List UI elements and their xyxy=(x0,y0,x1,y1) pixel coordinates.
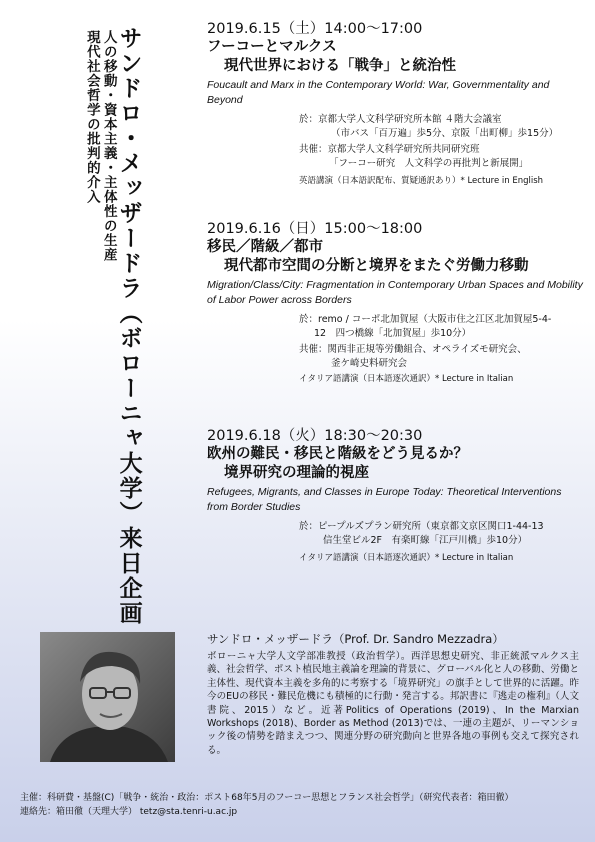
event-organizers xyxy=(299,143,585,170)
event-june-18 xyxy=(207,427,585,564)
venue-access: 12 四つ橋線「北加賀屋」歩10分） xyxy=(314,327,472,339)
subtitle-line-2: 現代社会哲学の批判的介入 xyxy=(83,30,100,204)
event-language: イタリア語講演（日本語逐次通訳）* Lecture in Italian xyxy=(299,374,514,384)
event-language: 英語講演（日本語訳配布、質疑通訳あり）* Lecture in English xyxy=(299,176,544,186)
event-date: 2019.6.18（火）18:30〜20:30 xyxy=(207,428,423,444)
organizer-line: 釜ケ崎史料研究会 xyxy=(331,357,408,369)
organizer-info: 主催：科研費・基盤(C)「戦争・統治・政治：ポスト68年5月のフーコー思想とフランス社会哲学」（研究代表者：箱田徹） xyxy=(20,793,514,803)
subtitle-line-1: 人の移動・資本主義・主体性の生産 xyxy=(100,30,117,262)
speaker-name: サンドロ・メッザードラ（Prof. Dr. Sandro Mezzadra） xyxy=(207,632,504,646)
event-venue xyxy=(299,520,585,547)
event-title-jp: フーコーとマルクス xyxy=(207,39,337,55)
speaker-bio xyxy=(207,630,579,757)
event-subtitle-jp: 現代世界における「戦争」と統治性 xyxy=(224,58,456,74)
footer xyxy=(20,792,580,819)
event-date: 2019.6.16（日）15:00〜18:00 xyxy=(207,221,423,237)
poster-subtitle xyxy=(83,30,117,262)
portrait-image xyxy=(40,632,175,762)
speaker-bio-text: ボローニャ大学人文学部准教授（政治哲学）。西洋思想史研究、非正統派マルクス主義、社会哲学、ポスト植民地主義論を理論的背景に、グローバル化と人の移動、労働と主体性、現代資本主義を多角的に考察する「境界研究」の旗手として世界的に活躍。昨今のEUの移民・難民危機にも積極的に行動・発言する。邦訳書に『逃走の権利』（人文書院、2015）など。近著Politics of Operations (2019)、In the Marxian Workshops (2018)、Border as Method (2013)では、一連の主題が、リーマンショック後の情勢を踏まえつつ、関連分野の研究動向と世界各地の事例も交えて探究される。 xyxy=(207,651,579,756)
event-venue xyxy=(299,313,585,340)
poster-main-title: サンドロ・メッザードラ（ボローニャ大学）来日企画 xyxy=(115,26,143,626)
contact-info: 連絡先：箱田徹（天理大学） tetz@sta.tenri-u.ac.jp xyxy=(20,806,238,817)
event-language: イタリア語講演（日本語逐次通訳）* Lecture in Italian xyxy=(299,553,514,563)
organizer-line: 共催：関西非正規等労働組合、オペライズモ研究会、 xyxy=(299,344,527,355)
venue-access: （市バス「百万遍」歩5分、京阪「出町柳」歩15分） xyxy=(331,127,559,139)
event-date: 2019.6.15（土）14:00〜17:00 xyxy=(207,21,423,37)
event-title-en: Refugees, Migrants, and Classes in Europe Today: Theoretical Interventions from Border Studies xyxy=(207,486,562,513)
venue-access: 信生堂ビル2F 有楽町線「江戸川橋」歩10分） xyxy=(323,534,528,546)
event-subtitle-jp: 現代都市空間の分断と境界をまたぐ労働力移動 xyxy=(224,258,529,274)
venue-line: 於：ピープルズプラン研究所（東京都文京区関口1-44-13 xyxy=(299,521,544,532)
venue-line: 於：remo / コーポ北加賀屋（大阪市住之江区北加賀屋5-4- xyxy=(299,314,552,325)
event-june-15 xyxy=(207,20,585,187)
event-title-jp: 欧州の難民・移民と階級をどう見るか？ xyxy=(207,446,468,462)
venue-line: 於：京都大学人文科学研究所本館 ４階大会議室 xyxy=(299,114,502,125)
event-organizers xyxy=(299,343,585,370)
event-title-jp: 移民／階級／都市 xyxy=(207,239,323,255)
event-subtitle-jp: 境界研究の理論的視座 xyxy=(224,465,369,481)
speaker-portrait-photo xyxy=(40,632,175,762)
organizer-line: 「フーコー研究 人文科学の再批判と新展開」 xyxy=(329,157,529,169)
event-title-en: Migration/Class/City: Fragmentation in Contemporary Urban Spaces and Mobility of Labor Power across Borders xyxy=(207,279,583,306)
event-june-16 xyxy=(207,220,585,385)
event-title-en: Foucault and Marx in the Contemporary World: War, Governmentality and Beyond xyxy=(207,79,550,106)
event-venue xyxy=(299,113,585,140)
organizer-line: 共催：京都大学人文科学研究所共同研究班 xyxy=(299,144,480,155)
